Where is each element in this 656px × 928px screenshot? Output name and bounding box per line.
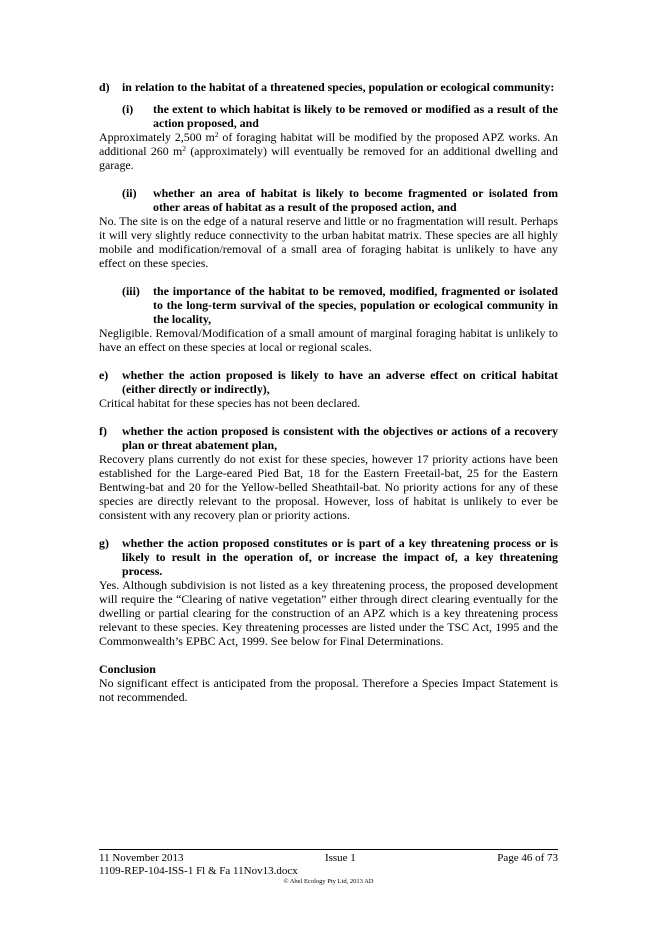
subsection-marker: (ii) — [122, 186, 137, 200]
page-footer — [99, 849, 558, 886]
footer-row — [99, 850, 558, 865]
footer-copyright: © Abel Ecology Pty Ltd, 2013 AD — [283, 878, 374, 885]
subsection-marker: (iii) — [122, 284, 140, 298]
heading-text: whether an area of habitat is likely to become fragmented or isolated from other areas of habitat as a result of the proposed action, and — [153, 186, 558, 214]
heading-text: the importance of the habitat to be removed, modified, fragmented or isolated to the long-term survival of the species, population or ecological community in the locality, — [153, 284, 558, 326]
heading-text: in relation to the habitat of a threatened species, population or ecological community: — [122, 80, 555, 94]
section-marker: f) — [99, 424, 107, 438]
section-d-heading — [99, 80, 558, 94]
subsection-ii-heading — [122, 186, 558, 214]
section-g-heading — [99, 536, 558, 578]
conclusion-heading: Conclusion — [99, 662, 156, 676]
subsection-iii-heading — [122, 284, 558, 326]
section-g-body: Yes. Although subdivision is not listed as a key threatening process, the proposed development will require the “Clearing of native vegetation” either through direct clearing eventually for the dwelling or partial clearing for the construction of an APZ which is a key threatening process relevant to these species. Key threatening processes are listed under the TSC Act, 1995 and the Commonwealth’s EPBC Act, 1999. See below for Final Determinations. — [99, 578, 558, 648]
section-marker: e) — [99, 368, 109, 382]
footer-issue: Issue 1 — [324, 852, 356, 864]
subsection-ii-body: No. The site is on the edge of a natural reserve and little or no fragmentation will result. Perhaps it will very slightly reduce connectivity to the urban habitat matrix. These species are all highly mobile and modification/removal of a small area of foraging habitat is unlikely to have any effect on these species. — [99, 214, 558, 270]
section-f-heading — [99, 424, 558, 452]
section-f-body: Recovery plans currently do not exist for these species, however 17 priority actions have been established for the Large-eared Pied Bat, 18 for the Eastern Freetail-bat, 25 for the Eastern Bentwing-bat and 20 for the Yellow-belled Sheathtail-bat. No priority actions for any of these species are directly relevant to the proposal. However, loss of habitat is unlikely to ever be consistent with any recovery plan or priority actions. — [99, 452, 558, 522]
document-body — [99, 80, 558, 704]
footer-document-id: 1109-REP-104-ISS-1 Fl & Fa 11Nov13.docx — [99, 865, 298, 877]
section-marker: d) — [99, 80, 110, 94]
subsection-marker: (i) — [122, 102, 134, 116]
heading-text: the extent to which habitat is likely to be removed or modified as a result of the action proposed, and — [153, 102, 558, 130]
heading-text: whether the action proposed is likely to have an adverse effect on critical habitat (either directly or indirectly), — [122, 368, 558, 396]
footer-date: 11 November 2013 — [99, 852, 184, 864]
subsection-i-body: Approximately 2,500 $m^2$ of foraging habitat will be modified by the proposed APZ works. An additional 260 $m^2$ (approximately) will eventually be removed for an additional dwelling and garage. — [99, 130, 558, 172]
heading-text: whether the action proposed is consistent with the objectives or actions of a recovery plan or threat abatement plan, — [122, 424, 558, 452]
section-e-heading — [99, 368, 558, 396]
section-e-body: Critical habitat for these species has not been declared. — [99, 396, 361, 410]
heading-text: whether the action proposed constitutes or is part of a key threatening process or is likely to result in the operation of, or increase the impact of, a key threatening process. — [122, 536, 558, 578]
subsection-iii-body: Negligible. Removal/Modification of a small amount of marginal foraging habitat is unlikely to have an effect on these species at local or regional scales. — [99, 326, 558, 354]
subsection-i-heading — [122, 102, 558, 130]
conclusion-body: No significant effect is anticipated from the proposal. Therefore a Species Impact Statement is not recommended. — [99, 676, 558, 704]
section-marker: g) — [99, 536, 109, 550]
footer-page-number: Page 46 of 73 — [497, 852, 558, 864]
